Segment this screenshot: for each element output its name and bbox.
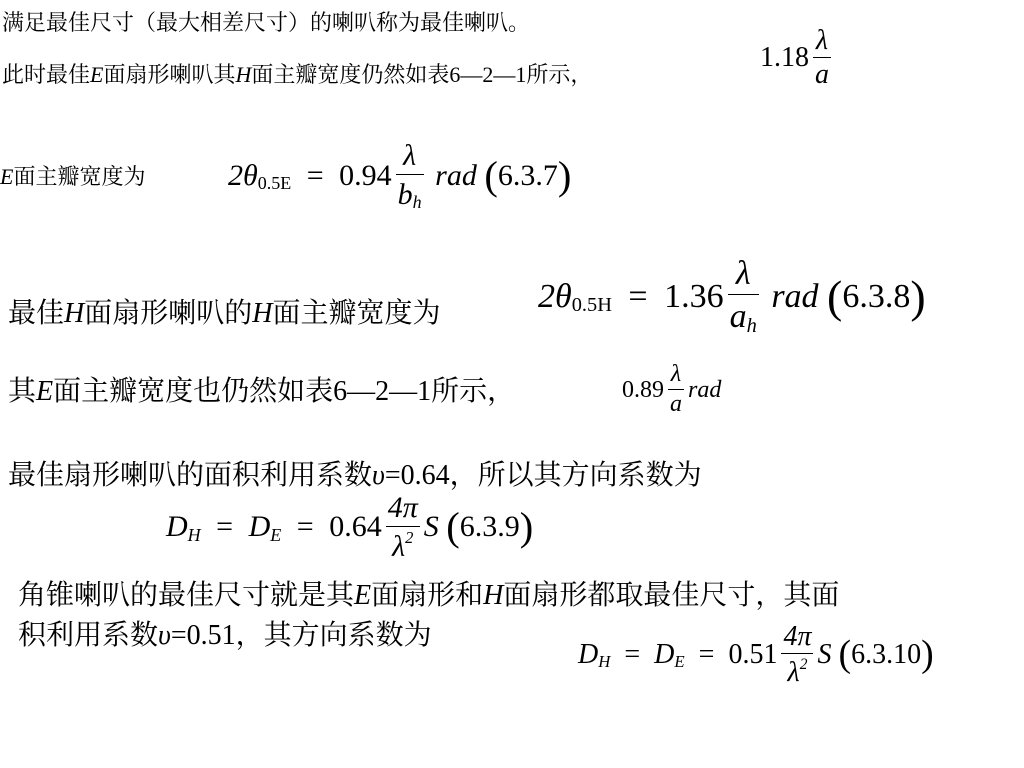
text-line-6 <box>8 462 702 490</box>
left-paren: ( <box>827 270 843 322</box>
eq-639-coef: 0.64 <box>329 510 382 544</box>
text-line-5 <box>8 378 515 406</box>
left-paren: ( <box>446 504 460 550</box>
eq-637-coef: 0.94 <box>339 158 392 192</box>
line-3-e-symbol: E <box>0 164 14 189</box>
eq-639-equals-2: = <box>296 510 314 544</box>
eq-639-den-main: λ <box>392 530 406 564</box>
fraction-bar <box>781 653 813 654</box>
eq-089-denominator: a <box>670 391 682 418</box>
line-8-upsilon: υ <box>158 620 171 651</box>
line-4-h2-symbol: H <box>252 298 273 329</box>
eq-637-tag: 6.3.7 <box>497 158 558 192</box>
equation-6-3-8 <box>538 256 926 337</box>
eq-118-denominator: a <box>815 59 829 91</box>
eq-637-equals: = <box>306 158 324 192</box>
eq-089-numerator: λ <box>670 361 682 387</box>
line-7-h-symbol: H <box>483 580 504 611</box>
eq-6310-equals-2: = <box>698 638 715 670</box>
eq-639-denominator <box>390 529 415 563</box>
line-8-b: =0.51，其方向系数为 <box>170 620 432 651</box>
eq-6310-fraction <box>781 622 813 688</box>
eq-638-den-sub: h <box>746 314 757 337</box>
eq-6310-numerator: 4π <box>783 621 812 652</box>
line-2-c: 面主瓣宽度仍然如表6—2—1所示， <box>251 62 593 87</box>
equation-1-18 <box>760 26 835 90</box>
eq-639-d1-sub: H <box>187 524 201 545</box>
text-line-1 <box>2 12 530 34</box>
line-4-h-symbol: H <box>64 298 85 329</box>
line-4-b: 面扇形喇叭的 <box>84 298 253 329</box>
eq-639-equals-1: = <box>216 510 234 544</box>
text-line-4 <box>8 300 441 328</box>
eq-639-d1: D <box>166 510 188 544</box>
fraction-bar <box>728 294 759 295</box>
eq-118-coef: 1.18 <box>760 41 809 73</box>
line-3-a: 面主瓣宽度为 <box>13 164 146 189</box>
right-paren: ) <box>557 152 572 198</box>
right-paren: ) <box>519 504 534 550</box>
eq-638-numerator: λ <box>735 255 751 292</box>
fraction-bar <box>813 57 831 58</box>
line-5-a: 其 <box>8 376 37 407</box>
eq-6310-d1-sub: H <box>598 652 611 672</box>
eq-118-numerator: λ <box>815 25 829 56</box>
right-paren: ) <box>910 270 926 322</box>
left-paren: ( <box>484 152 498 198</box>
line-7-b: 面扇形和 <box>371 580 484 611</box>
equation-6-3-9 <box>166 492 533 563</box>
eq-637-numerator: λ <box>403 139 417 172</box>
eq-637-sub: 0.5E <box>257 173 292 194</box>
line-7-c: 面扇形都取最佳尺寸，其面 <box>503 580 840 611</box>
line-2-b: 面扇形喇叭其 <box>103 62 236 87</box>
eq-637-den-main: b <box>397 177 413 211</box>
eq-638-tag: 6.3.8 <box>842 277 911 315</box>
eq-089-unit: rad <box>688 376 722 403</box>
eq-6310-d1: D <box>578 638 599 670</box>
eq-118-fraction <box>813 26 831 90</box>
line-7-a: 角锥喇叭的最佳尺寸就是其 <box>18 580 355 611</box>
eq-638-den-main: a <box>729 298 747 336</box>
eq-637-denominator <box>396 177 424 212</box>
right-paren: ) <box>921 632 934 675</box>
eq-638-sub: 0.5H <box>571 294 612 317</box>
eq-639-den-sup: 2 <box>405 527 414 547</box>
eq-639-numerator: 4π <box>387 491 418 524</box>
text-line-3 <box>0 166 145 188</box>
eq-638-denominator <box>728 297 759 338</box>
eq-6310-coef: 0.51 <box>728 638 778 670</box>
eq-637-theta: 2θ <box>228 159 258 193</box>
eq-639-fraction <box>386 492 420 563</box>
eq-638-lhs <box>538 277 612 316</box>
line-4-c: 面主瓣宽度为 <box>272 298 441 329</box>
fraction-bar <box>396 174 424 175</box>
eq-089-coef: 0.89 <box>622 376 664 403</box>
eq-638-theta: 2θ <box>538 277 572 315</box>
eq-639-d2-sub: E <box>270 524 282 545</box>
eq-6310-d2-sub: E <box>674 652 685 672</box>
eq-6310-equals-1: = <box>624 638 641 670</box>
line-2-a: 此时最佳 <box>2 62 91 87</box>
left-paren: ( <box>838 632 852 675</box>
eq-638-unit: rad <box>771 277 819 315</box>
equation-0-89 <box>622 362 721 417</box>
eq-639-tag: 6.3.9 <box>459 510 520 544</box>
eq-6310-tag: 6.3.10 <box>851 638 922 670</box>
equation-6-3-7 <box>228 140 571 212</box>
eq-638-fraction <box>728 256 759 337</box>
eq-089-fraction <box>668 362 684 417</box>
eq-6310-d2: D <box>654 638 675 670</box>
eq-637-unit: rad <box>435 158 477 192</box>
line-2-h-symbol: H <box>235 62 252 87</box>
eq-638-equals: = <box>628 277 648 315</box>
eq-637-fraction <box>396 140 424 212</box>
equation-6-3-10 <box>578 622 934 688</box>
line-6-a: 最佳扇形喇叭的面积利用系数 <box>8 460 373 491</box>
eq-637-den-sub: h <box>412 191 422 212</box>
eq-639-s: S <box>423 510 439 544</box>
text-line-8 <box>18 622 432 650</box>
eq-6310-denominator <box>786 656 810 687</box>
line-7-e-symbol: E <box>354 580 372 611</box>
line-2-e-symbol: E <box>90 62 104 87</box>
eq-6310-s: S <box>817 638 832 670</box>
line-5-e-symbol: E <box>36 376 54 407</box>
line-6-b: =0.64，所以其方向系数为 <box>384 460 702 491</box>
line-4-a: 最佳 <box>8 298 65 329</box>
text-line-7 <box>18 582 839 610</box>
line-5-b: 面主瓣宽度也仍然如表6—2—1所示， <box>53 376 516 407</box>
eq-637-lhs <box>228 159 291 192</box>
eq-6310-den-sup: 2 <box>799 655 808 673</box>
eq-638-coef: 1.36 <box>664 277 724 315</box>
fraction-bar <box>386 526 420 527</box>
line-8-a: 积利用系数 <box>18 620 159 651</box>
eq-6310-den-main: λ <box>787 657 800 689</box>
eq-639-d2: D <box>248 510 271 544</box>
text-line-2 <box>2 64 592 86</box>
fraction-bar <box>668 389 684 390</box>
line-1-text: 满足最佳尺寸（最大相差尺寸）的喇叭称为最佳喇叭。 <box>2 10 531 35</box>
line-6-upsilon: υ <box>372 460 385 491</box>
